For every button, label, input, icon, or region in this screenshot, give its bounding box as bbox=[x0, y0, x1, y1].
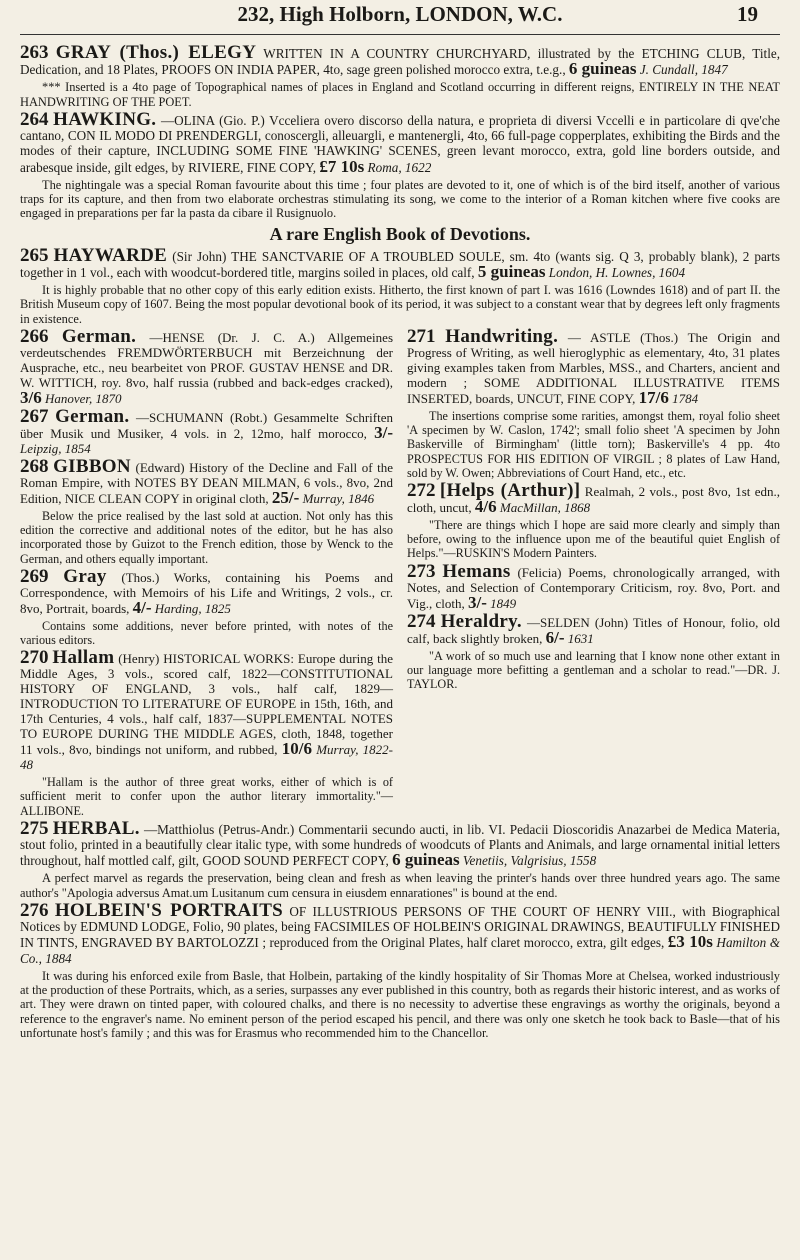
lot-268: 268 GIBBON (Edward) History of the Decline and Fall of the Roman Empire, with NOTES BY DEAN MILMAN, 6 vols., 8vo, 2nd Edition, NICE CLEAN COPY in original cloth, 25/- Murray, 1846 bbox=[20, 456, 393, 507]
right-column bbox=[407, 326, 781, 821]
lot-272-note: "There are things which I hope are said more clearly and simply than before, owing to the influence upon me of the beautiful quiet English of Helps."—RUSKIN'S Modern Painters. bbox=[407, 518, 780, 561]
lot-270: 270 Hallam (Henry) HISTORICAL WORKS: Europe during the Middle Ages, 3 vols., scored calf, 1822—CONSTITUTIONAL HISTORY OF ENGLAND, 3 vols., half calf, 1829—INTRODUCTION TO LITERATURE OF EUROPE in 15th, 16th, and 17th Centuries, 4 vols., half calf, 1837—SUPPLEMENTAL NOTES TO EUROPE DURING THE MIDDLE AGES, cloth, 1848, together 11 vols., 8vo, bindings not uniform, and rubbed, 10/6 Murray, 1822-48 bbox=[20, 647, 394, 773]
lot-270-note: "Hallam is the author of three great works, either of which is of sufficient merit to confer upon the author literary immortality."—ALLIBONE. bbox=[20, 775, 393, 818]
page-number: 19 bbox=[737, 2, 758, 26]
lot-273: 273 Hemans (Felicia) Poems, chronologically arranged, with Notes, and Selection of Contemporary Criticism, roy. 8vo, Port. and Vig., cloth, 3/- 1849 bbox=[407, 560, 781, 612]
lot-267: 267 German. —SCHUMANN (Robt.) Gesammelte Schriften über Musik und Musiker, 4 vols. in 2, 12mo, half morocco, 3/- Leipzig, 1854 bbox=[20, 406, 393, 456]
lot-275: 275 HERBAL. —Matthiolus (Petrus-Andr.) Commentarii secundo aucti, in lib. VI. Pedacii Dioscoridis Anazarbei de Medica Materia, stout folio, printed in a beautifully clear italic type, with some hundreds of woodcuts of Plants and Animals, and large ornamental initial letters throughout, half mottled calf, gilt, GOOD SOUND PERFECT COPY, 6 guineas Venetiis, Valgrisius, 1558 bbox=[20, 817, 781, 870]
lot-276-note: It was during his enforced exile from Basle, that Holbein, partaking of the kindly hospitality of Sir Thomas More at Chelsea, worked industriously at the production of these Portraits, which, as a series, surpasses any ever published in this country, both as regards their historic interest, and as works of art. They were drawn on tinted paper, with coloured chalks, and there is no necessity to advertise these engravings as worthy the originals, beyond a reference to the engraver's name. No eminent person of the period escaped his pencil, and there was only one sketch he took back to Basle—that of his unfortunate host's family ; and this was for Erasmus who recommended him to the Chancellor. bbox=[20, 968, 780, 1041]
header-rule bbox=[20, 34, 780, 35]
lot-272: 272 [Helps (Arthur)] Realmah, 2 vols., post 8vo, 1st edn., cloth, uncut, 4/6 MacMillan, 1868 bbox=[407, 480, 781, 517]
left-column bbox=[20, 326, 394, 821]
lot-263-note: *** Inserted is a 4to page of Topographical names of places in England and Scotland occurring in different reigns, ENTIRELY IN THE NEAT HANDWRITING OF THE POET. bbox=[20, 80, 780, 109]
lot-263: 263 GRAY (Thos.) ELEGY WRITTEN IN A COUNTRY CHURCHYARD, illustrated by the ETCHING CLUB, Title, Dedication, and 18 Plates, PROOFS ON INDIA PAPER, 4to, sage green polished morocco extra, t.e.g., 6 guineas J. Cundall, 1847 bbox=[20, 42, 781, 79]
lot-266: 266 German. —HENSE (Dr. J. C. A.) Allgemeines verdeutschendes FREMDWÖRTERBUCH mit Berzeichnung der Ausprache, etc., neu bearbeitet von PROF. GUSTAV HENSE and DR. W. WITTICH, roy. 8vo, half russia (rubbed and back-edges cracked), 3/6 Hanover, 1870 bbox=[20, 326, 394, 407]
lot-276: 276 HOLBEIN'S PORTRAITS OF ILLUSTRIOUS PERSONS OF THE COURT OF HENRY VIII., with Biographical Notices by EDMUND LODGE, Folio, 90 plates, being FACSIMILES OF HOLBEIN'S ORIGINAL DRAWINGS, BEAUTIFULLY FINISHED IN TINTS, ENGRAVED BY BARTOLOZZI ; reproduced from the Original Plates, half claret morocco, extra, gilt edges, £3 10s Hamilton & Co., 1884 bbox=[20, 900, 781, 966]
lot-265: 265 HAYWARDE (Sir John) THE SANCTVARIE OF A TROUBLED SOULE, sm. 4to (wants sig. Q 3, probably blank), 2 parts together in 1 vol., each with woodcut-bordered title, margins soiled in places, old calf, 5 guineas London, H. Lownes, 1604 bbox=[20, 244, 780, 281]
lot-274-note: "A work of so much use and learning that I know none other extant in our language more befitting a gentleman and a scholar to read."—DR. J. TAYLOR. bbox=[407, 648, 780, 692]
lot-265-note: It is highly probable that no other copy of this early edition exists. Hitherto, the first known of part I. was 1616 (Lowndes 1618) and of part II. the British Museum copy of 1607. Being the most popular devotional book of its period, it was subject to a constant wear that by degrees left only fragments in existence. bbox=[20, 283, 780, 326]
lot-269-note: Contains some additions, never before printed, with notes of the various editors. bbox=[20, 618, 393, 648]
lot-275-note: A perfect marvel as regards the preservation, being clean and fresh as when leaving the printer's hands over three hundred years ago. The same author's "Apologia adversus Amat.um Lusitanum cum censura in eiusdem ennarationes" is bound at the end. bbox=[20, 871, 780, 900]
lot-264-note: The nightingale was a special Roman favourite about this time ; four plates are devoted to it, one of which is of the bird itself, another of various traps for its capture, and then from two elaborate orchestras stimulating its song, we come to the interior of a Roman kitchen where five cooks are engaged in preparations per far la pasta da cibare il Rusignuolo. bbox=[20, 177, 780, 221]
lot-271-note: The insertions comprise some rarities, amongst them, royal folio sheet 'A specimen by W. Caslon, 1742'; small folio sheet 'A specimen by John Baskerville of Birmingham' (little torn); Baskerville's 4 pp. 4to PROSPECTUS FOR HIS EDITION OF VIRGIL ; 8 plates of Law Hand, sold by W. Owen; Abbreviations of Court Hand, etc., etc. bbox=[407, 409, 780, 480]
lot-274: 274 Heraldry. —SELDEN (John) Titles of Honour, folio, old calf, back slightly broken, 6/- 1631 bbox=[407, 610, 781, 647]
lot-264: 264 HAWKING. —OLINA (Gio. P.) Vcceliera overo discorso della natura, e proprieta di diversi Vccelli e in particolare di qve'che cantano, CON IL MODO DI PRENDERGLI, conoscergli, alleuargli, e mantenergli, 4to, 66 full-page copperplates, exhibiting the Birds and the modes of their capture, INCLUDING SOME FINE 'HAWKING' SCENES, green levant morocco, extra, gold line borders outside, and arabesque inside, gilt edges, by RIVIERE, FINE COPY, £7 10s Roma, 1622 bbox=[20, 109, 781, 176]
lot-268-note: Below the price realised by the last sold at auction. Not only has this edition the corrective and additional notes of the editor, but he has also incorporated those by Guizot to the French edition, those by Wenck to the German, and others equally important. bbox=[20, 509, 393, 566]
section-heading: A rare English Book of Devotions. bbox=[269, 223, 531, 244]
page-header bbox=[20, 0, 780, 32]
lot-269: 269 Gray (Thos.) Works, containing his Poems and Correspondence, with Memoirs of his Life and Writings, 2 vols., cr. 8vo, Portrait, boards, 4/- Harding, 1825 bbox=[20, 565, 394, 617]
running-title: 232, High Holborn, LONDON, W.C. bbox=[237, 2, 563, 26]
two-column-section bbox=[20, 326, 781, 821]
lot-271: 271 Handwriting. — ASTLE (Thos.) The Origin and Progress of Writing, as well hieroglyphic as elementary, 4to, 31 plates giving examples taken from Marbles, MSS., and Charters, ancient and modern ; SOME ADDITIONAL ILLUSTRATIVE ITEMS INSERTED, boards, UNCUT, FINE COPY, 17/6 1784 bbox=[407, 326, 781, 407]
